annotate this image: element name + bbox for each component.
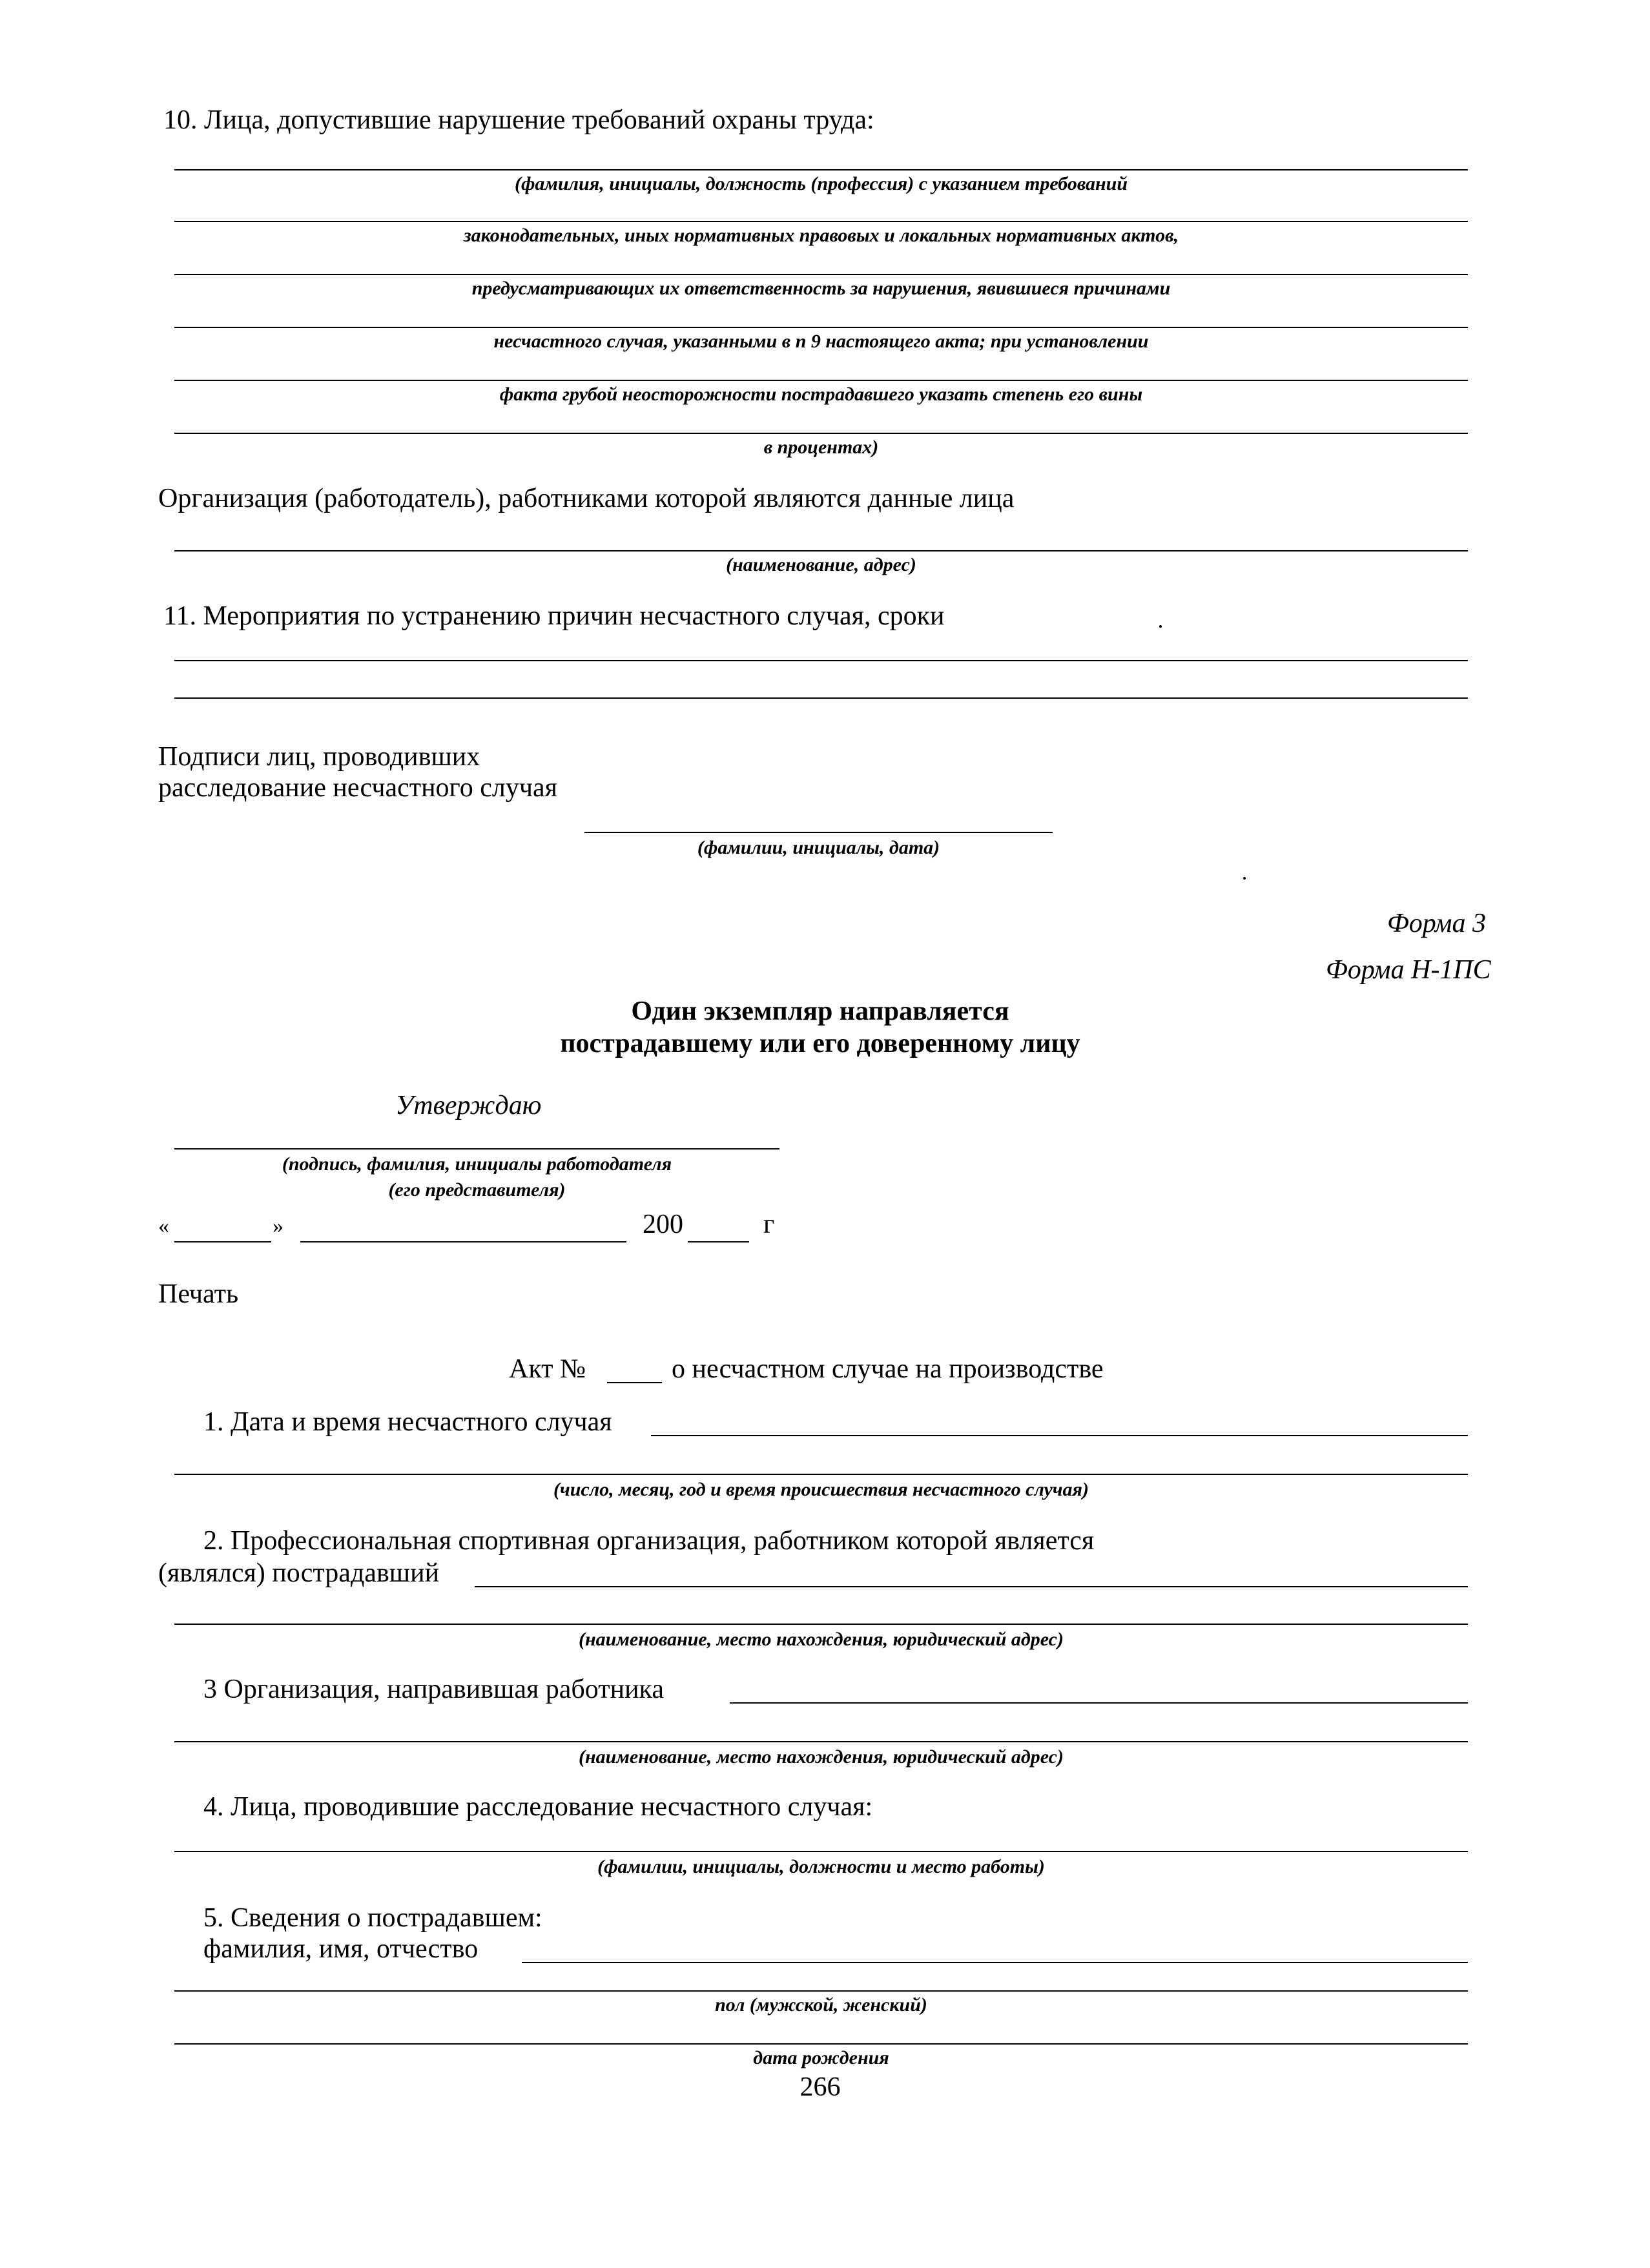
fill-line [174,380,1468,381]
item5-heading: 5. Сведения о пострадавшем: [203,1903,542,1933]
fill-line [174,660,1468,661]
copy-note-1: Один экземпляр направляется [631,996,1009,1026]
fill-line [174,327,1468,328]
day-line [174,1241,271,1242]
date-open-quote: « [158,1214,169,1238]
year-prefix: 200 [643,1210,683,1239]
stray-mark [1243,877,1246,880]
fill-line [174,1990,1468,1992]
fill-line [174,274,1468,275]
act-title-suffix: о несчастном случае на производстве [672,1354,1104,1384]
signatures-caption: (фамилии, инициалы, дата) [697,837,940,858]
approve-caption-2: (его представителя) [388,1179,566,1201]
section10-caption-4: несчастного случая, указанными в п 9 настоящего акта; при установлении [493,331,1149,352]
fill-line [174,169,1468,170]
act-title-prefix: Акт № [509,1354,586,1384]
seal-label: Печать [158,1279,239,1309]
section10-caption-6: в процентах) [763,437,879,458]
item2-line1: 2. Профессиональная спортивная организация, работником которой является [203,1526,1095,1556]
month-line [300,1241,626,1242]
fill-line [174,2043,1468,2045]
form-number: Форма 3 [1387,909,1486,938]
item4-label: 4. Лица, проводившие расследование несчастного случая: [203,1792,873,1822]
copy-note-2: пострадавшему или его доверенному лицу [560,1029,1080,1058]
section10-caption-5: факта грубой неосторожности пострадавшего указать степень его вины [499,384,1143,405]
item3-caption: (наименование, место нахождения, юридический адрес) [579,1746,1064,1768]
item2-line2: (являлся) пострадавший [158,1558,440,1588]
item1-caption: (число, месяц, год и время происшествия несчастного случая) [553,1479,1089,1500]
org-label: Организация (работодатель), работниками которой являются данные лица [158,484,1015,513]
fill-line [174,221,1468,222]
section10-caption-2: законодательных, иных нормативных правовых и локальных нормативных актов, [463,225,1179,246]
signature-line [584,832,1053,833]
approve-caption-1: (подпись, фамилия, инициалы работодателя [282,1153,672,1175]
item5-sex-caption: пол (мужской, женский) [715,1994,927,2015]
fill-line [174,1851,1468,1852]
approve-label: Утверждаю [395,1091,542,1120]
fill-line [174,1624,1468,1625]
year-line [688,1241,749,1242]
item2-caption: (наименование, место нахождения, юридический адрес) [579,1629,1064,1650]
approve-line [174,1148,779,1149]
item5-fio: фамилия, имя, отчество [203,1934,479,1964]
year-suffix: г [763,1210,775,1239]
section10-caption-3: предусматривающих их ответственность за нарушения, явившиеся причинами [471,278,1171,299]
stray-mark [1159,625,1162,628]
fill-line [174,550,1468,552]
item5-birth-caption: дата рождения [753,2047,889,2068]
item1-label: 1. Дата и время несчастного случая [203,1407,612,1437]
fill-line [730,1702,1468,1704]
fill-line [174,433,1468,434]
signatures-label-2: расследование несчастного случая [158,773,557,803]
fill-line [174,697,1468,699]
fill-line [174,1474,1468,1475]
fill-line [651,1435,1468,1436]
section10-caption-1: (фамилия, инициалы, должность (профессия) с указанием требований [514,173,1128,194]
item3-label: 3 Организация, направившая работника [203,1675,664,1704]
signatures-label-1: Подписи лиц, проводивших [158,742,480,772]
act-number-line [607,1382,662,1383]
fill-line [522,1962,1468,1963]
section11-heading: 11. Мероприятия по устранению причин несчастного случая, сроки [163,601,945,631]
item4-caption: (фамилии, инициалы, должности и место работы) [597,1856,1045,1877]
org-caption: (наименование, адрес) [726,554,916,575]
fill-line [174,1741,1468,1742]
page-number: 266 [799,2072,841,2102]
section10-heading: 10. Лица, допустившие нарушение требований охраны труда: [163,105,874,135]
fill-line [475,1586,1468,1587]
form-code: Форма Н-1ПС [1326,955,1491,985]
date-close-quote: » [273,1214,284,1238]
